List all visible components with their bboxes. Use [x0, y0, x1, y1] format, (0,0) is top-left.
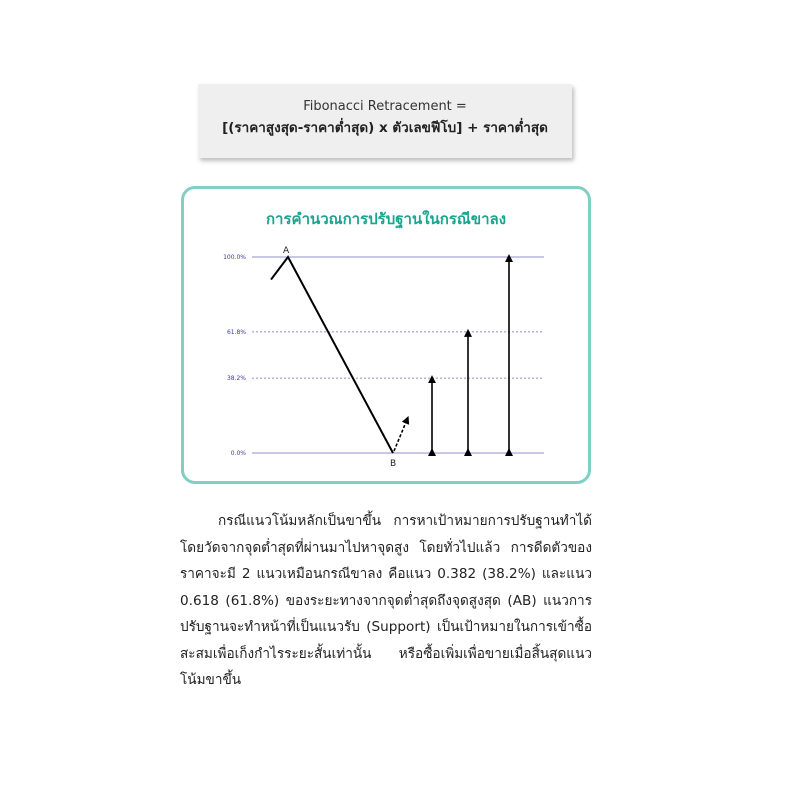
point-a-label: A — [283, 246, 290, 256]
diagram-title: การคำนวณการปรับฐานในกรณีขาลง — [265, 210, 507, 228]
formula-box — [198, 84, 572, 158]
formula-expression: [(ราคาสูงสุด-ราคาต่ำสุด) x ตัวเลขฟีโบ] + ราคาต่ำสุด — [222, 120, 548, 136]
bounce-arrow — [394, 420, 407, 451]
fib-level-label: 0.0% — [230, 450, 246, 457]
formula-title: Fibonacci Retracement = — [303, 99, 467, 114]
body-paragraph: กรณีแนวโน้มหลักเป็นขาขึ้น การหาเป้าหมายการปรับฐานทำได้โดยวัดจากจุดต่ำสุดที่ผ่านมาไปหาจุดสูง โดยทั่วไปแล้ว การดีดตัวของราคาจะมี 2 แนวเหมือนกรณีขาลง คือแนว 0.382 (38.2%) และแนว 0.618 (61.8%) ของระยะทางจากจุดต่ำสุดถึงจุดสูงสุด (AB) แนวการปรับฐานจะทำหน้าที่เป็นแนวรับ (Support) เป็นเป้าหมายในการเข้าซื้อสะสมเพื่อเก็งกำไรระยะสั้นเท่านั้น หรือซื้อเพิ่มเพื่อขายเมื่อสิ้นสุดแนวโน้มขาขึ้น — [180, 513, 592, 688]
fib-level-label: 100.0% — [223, 254, 246, 261]
price-line — [271, 257, 393, 453]
fib-level-label: 38.2% — [226, 375, 246, 383]
body-text — [180, 508, 592, 694]
point-b-label: B — [390, 459, 397, 469]
diagram-panel — [181, 186, 591, 484]
fib-level-label: 61.8% — [226, 328, 246, 336]
fibonacci-diagram — [184, 189, 588, 481]
